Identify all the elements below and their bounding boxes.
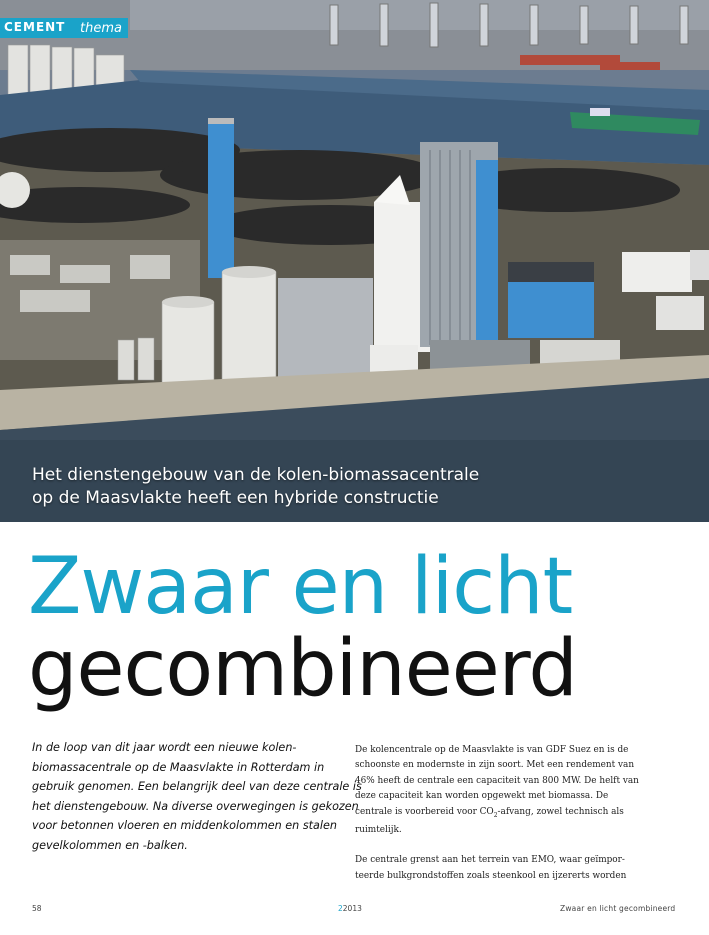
intro-line: biomassacentrale op de Maasvlakte in Rotterdam in: [32, 760, 325, 774]
issue-label: [338, 904, 362, 913]
magazine-logo: CEMENT: [0, 18, 78, 38]
intro-line: het dienstengebouw. Na diverse overwegingen is gekozen: [32, 799, 359, 813]
headline-line-1: Zwaar en licht: [28, 542, 573, 632]
section-label: thema: [78, 18, 128, 38]
intro-line: gevelkolommen en -balken.: [32, 838, 188, 852]
intro-line: gebruik genomen. Een belangrijk deel van deze centrale is: [32, 780, 362, 794]
caption-line: op de Maasvlakte heeft een hybride constructie: [32, 488, 439, 508]
photo-caption: [32, 464, 672, 510]
page-number: 58: [32, 904, 42, 913]
running-title: Zwaar en licht gecombineerd: [560, 904, 676, 913]
body-paragraph-1: De kolencentrale op de Maasvlakte is van GDF Suez en is de schoonste en modernste in zijn soort. Met een rendement van 46% heeft de centrale een capaciteit van 800 MW. De helft van deze capaciteit kan worden opgewekt met biomassa. De centrale is voorbereid voor $CO_2$-afvang, zowel technisch als ruimtelijk.: [355, 745, 639, 835]
intro-line: In de loop van dit jaar wordt een nieuwe kolen-: [32, 741, 297, 754]
headline-line-2: gecombineerd: [28, 624, 577, 714]
article-intro: [32, 738, 362, 856]
caption-line: Het dienstengebouw van de kolen-biomassacentrale: [32, 465, 480, 485]
intro-line: voor betonnen vloeren en middenkolommen en stalen: [32, 819, 337, 833]
article-body: [355, 743, 639, 899]
body-paragraph-2: De centrale grenst aan het terrein van EMO, waar geïmpor- teerde bulkgrondstoffen zoals steenkool en ijzererts worden: [355, 855, 627, 881]
issue-year: 2013: [342, 904, 362, 913]
section-tag: [0, 18, 128, 38]
issue-number: 2: [338, 904, 343, 913]
